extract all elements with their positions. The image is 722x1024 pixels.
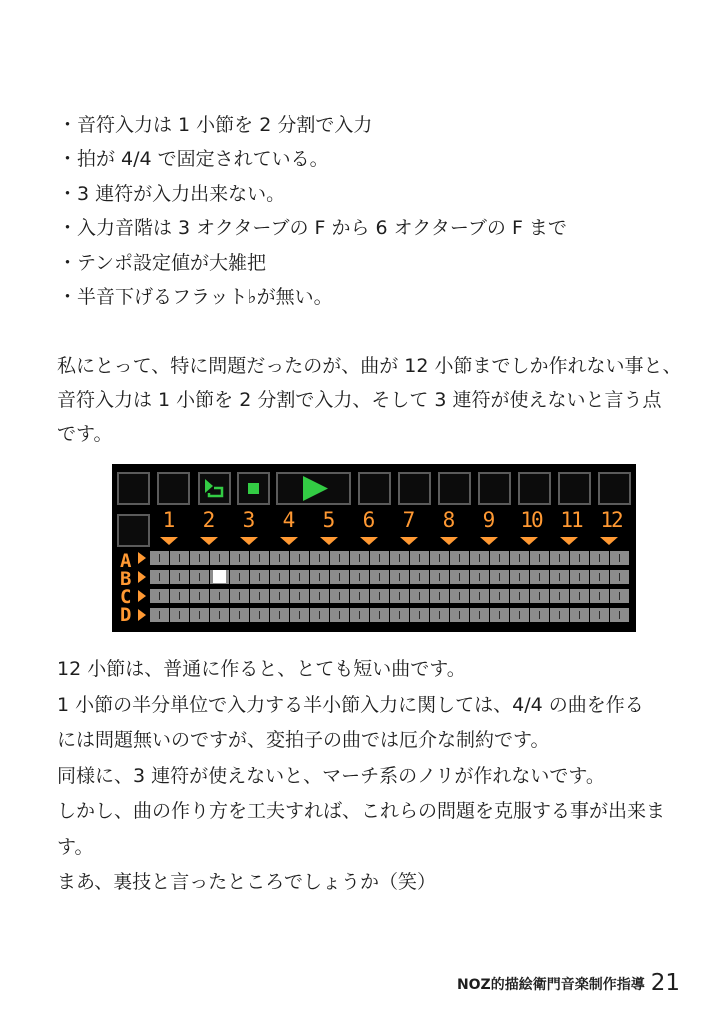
note-cell[interactable] [370, 608, 389, 622]
note-cell[interactable] [530, 608, 549, 622]
note-cell[interactable] [390, 570, 409, 584]
note-cell[interactable] [170, 551, 189, 565]
note-cell[interactable] [310, 551, 329, 565]
note-cell[interactable] [190, 608, 209, 622]
measure-marker-icon [400, 537, 418, 545]
note-row-d [150, 608, 634, 622]
empty-slot-button [157, 472, 190, 505]
measure-number: 5 [322, 508, 336, 532]
note-cell[interactable] [150, 589, 169, 603]
note-cell[interactable] [350, 608, 369, 622]
empty-slot-button [518, 472, 551, 505]
note-cell[interactable] [390, 589, 409, 603]
note-cell[interactable] [170, 570, 189, 584]
note-cell[interactable] [330, 570, 349, 584]
note-cell[interactable] [570, 570, 589, 584]
measure-number: 3 [242, 508, 256, 532]
note-cell[interactable] [270, 608, 289, 622]
measure-marker-icon [520, 537, 538, 545]
measure-marker-icon [280, 537, 298, 545]
paragraph-line: まあ、裏技と言ったところでしょうか（笑） [57, 871, 437, 893]
note-cell[interactable] [590, 608, 609, 622]
note-cell[interactable] [570, 608, 589, 622]
note-cell[interactable] [450, 551, 469, 565]
list-item: ・入力音階は 3 オクターブの F から 6 オクターブの F まで [58, 217, 567, 240]
measure-marker-icon [560, 537, 578, 545]
note-cell[interactable] [210, 551, 229, 565]
stop-button[interactable] [237, 472, 270, 505]
note-cell[interactable] [150, 551, 169, 565]
note-cell[interactable] [530, 570, 549, 584]
measure-number: 12 [600, 508, 622, 532]
paragraph-line: 同様に、3 連符が使えないと、マーチ系のノリが作れないです。 [57, 764, 605, 787]
note-cell[interactable] [510, 589, 529, 603]
note-cell[interactable] [170, 608, 189, 622]
play-button[interactable] [276, 472, 351, 505]
measure-number: 2 [202, 508, 216, 532]
note-cell[interactable] [510, 570, 529, 584]
note-cell[interactable] [270, 570, 289, 584]
note-cell[interactable] [410, 589, 429, 603]
measure-marker-icon [360, 537, 378, 545]
empty-slot-button [478, 472, 511, 505]
note-cell[interactable] [290, 570, 309, 584]
note-cell[interactable] [450, 589, 469, 603]
list-item: ・3 連符が入力出来ない。 [58, 182, 286, 205]
row-label: B [120, 568, 132, 590]
paragraph-line: す。 [57, 835, 94, 858]
note-cell[interactable] [350, 551, 369, 565]
note-cell[interactable] [510, 608, 529, 622]
note-cell[interactable] [490, 608, 509, 622]
measure-number: 6 [362, 508, 376, 532]
page-number: 21 [650, 970, 680, 996]
note-cell[interactable] [470, 570, 489, 584]
note-row-c [150, 589, 634, 603]
list-item: ・音符入力は 1 小節を 2 分割で入力 [58, 114, 373, 136]
note-cell[interactable] [430, 551, 449, 565]
paragraph-line: しかし、曲の作り方を工夫すれば、これらの問題を克服する事が出来ま [57, 800, 666, 822]
note-cell[interactable] [410, 608, 429, 622]
note-cell[interactable] [270, 551, 289, 565]
row-label: D [120, 604, 132, 626]
paragraph-line: 音符入力は 1 小節を 2 分割で入力、そして 3 連符が使えないと言う点 [57, 389, 662, 411]
note-cell[interactable] [550, 589, 569, 603]
note-cell[interactable] [290, 551, 309, 565]
empty-slot-button [398, 472, 431, 505]
note-cell[interactable] [450, 570, 469, 584]
note-cell[interactable] [470, 589, 489, 603]
note-cell[interactable] [490, 570, 509, 584]
paragraph-line: 1 小節の半分単位で入力する半小節入力に関しては、4/4 の曲を作る [57, 693, 644, 716]
note-cell[interactable] [350, 589, 369, 603]
paragraph-line: には問題無いのですが、変拍子の曲では厄介な制約です。 [57, 729, 550, 751]
paragraph-explanation [57, 652, 665, 901]
list-item: ・テンポ設定値が大雑把 [58, 251, 267, 274]
note-cell[interactable] [410, 551, 429, 565]
row-label: A [120, 550, 132, 572]
measure-number: 1 [162, 508, 176, 532]
note-cell[interactable] [210, 589, 229, 603]
note-cell[interactable] [230, 589, 249, 603]
note-cell[interactable] [370, 570, 389, 584]
note-cell[interactable] [330, 551, 349, 565]
note-cell[interactable] [210, 608, 229, 622]
paragraph-line: 12 小節は、普通に作ると、とても短い曲です。 [57, 658, 466, 680]
note-cell[interactable] [490, 589, 509, 603]
note-cell[interactable] [390, 551, 409, 565]
measure-marker-icon [600, 537, 618, 545]
note-row-a [150, 551, 634, 565]
empty-slot-button [358, 472, 391, 505]
note-cell[interactable] [550, 608, 569, 622]
measure-marker-icon [200, 537, 218, 545]
note-cell[interactable] [530, 551, 549, 565]
measure-marker-icon [240, 537, 258, 545]
note-cell[interactable] [510, 551, 529, 565]
empty-slot-button [117, 472, 150, 505]
measure-number: 10 [520, 508, 542, 532]
paragraph-line: 私にとって、特に問題だったのが、曲が 12 小節までしか作れない事と、 [57, 355, 682, 377]
note-cell[interactable] [230, 570, 249, 584]
note-cell[interactable] [590, 551, 609, 565]
measure-number: 7 [402, 508, 416, 532]
note-cell[interactable] [410, 570, 429, 584]
note-cell[interactable] [570, 589, 589, 603]
note-cell[interactable] [230, 551, 249, 565]
note-cell[interactable] [150, 570, 169, 584]
note-cell[interactable] [550, 551, 569, 565]
row-arrow-icon [138, 552, 146, 564]
corner-slot [117, 514, 150, 547]
note-cell[interactable] [470, 551, 489, 565]
note-cell[interactable] [470, 608, 489, 622]
note-cell[interactable] [290, 608, 309, 622]
note-cell[interactable] [190, 570, 209, 584]
note-cell[interactable] [230, 608, 249, 622]
measure-number: 4 [282, 508, 296, 532]
note-cell[interactable] [190, 551, 209, 565]
measure-number: 8 [442, 508, 456, 532]
note-cell[interactable] [310, 570, 329, 584]
note-cell[interactable] [610, 570, 629, 584]
book-title: NOZ的描絵衛門音楽制作指導 [456, 977, 645, 993]
note-cell[interactable] [490, 551, 509, 565]
note-cell[interactable] [370, 589, 389, 603]
row-arrow-icon [138, 609, 146, 621]
note-cell[interactable] [450, 608, 469, 622]
note-cell[interactable] [250, 551, 269, 565]
note-cell[interactable] [430, 570, 449, 584]
loop-button[interactable] [198, 472, 231, 505]
note-cell[interactable] [310, 589, 329, 603]
note-cell[interactable] [190, 589, 209, 603]
empty-slot-button [558, 472, 591, 505]
note-cell[interactable] [570, 551, 589, 565]
list-item: ・半音下げるフラット♭が無い。 [58, 286, 333, 309]
stop-icon [239, 474, 268, 503]
sequencer-screenshot [112, 464, 636, 632]
note-cell[interactable] [430, 608, 449, 622]
row-arrow-icon [138, 590, 146, 602]
empty-slot-button [598, 472, 631, 505]
note-cell[interactable] [350, 570, 369, 584]
note-cell[interactable] [610, 608, 629, 622]
loop-icon [200, 474, 229, 503]
play-icon [278, 474, 349, 503]
row-label: C [120, 586, 132, 608]
note-cell[interactable] [250, 608, 269, 622]
measure-number: 11 [560, 508, 582, 532]
note-mark[interactable] [213, 570, 226, 583]
measure-marker-icon [160, 537, 178, 545]
note-cell[interactable] [250, 589, 269, 603]
note-cell[interactable] [330, 589, 349, 603]
empty-slot-button [438, 472, 471, 505]
note-cell[interactable] [530, 589, 549, 603]
note-cell[interactable] [390, 608, 409, 622]
note-cell[interactable] [290, 589, 309, 603]
measure-marker-icon [320, 537, 338, 545]
row-arrow-icon [138, 571, 146, 583]
page-footer [457, 968, 680, 1000]
note-cell[interactable] [550, 570, 569, 584]
note-cell[interactable] [590, 570, 609, 584]
paragraph-problems [57, 349, 682, 451]
note-cell[interactable] [430, 589, 449, 603]
note-cell[interactable] [590, 589, 609, 603]
note-row-b [150, 570, 634, 584]
note-cell[interactable] [150, 608, 169, 622]
measure-marker-icon [440, 537, 458, 545]
note-cell[interactable] [610, 589, 629, 603]
note-cell[interactable] [170, 589, 189, 603]
measure-number: 9 [482, 508, 496, 532]
limitations-list [58, 108, 567, 314]
note-cell[interactable] [270, 589, 289, 603]
note-cell[interactable] [310, 608, 329, 622]
note-cell[interactable] [250, 570, 269, 584]
measure-marker-icon [480, 537, 498, 545]
paragraph-line: です。 [57, 423, 113, 445]
note-cell[interactable] [370, 551, 389, 565]
note-cell[interactable] [610, 551, 629, 565]
list-item: ・拍が 4/4 で固定されている。 [58, 148, 329, 171]
note-cell[interactable] [330, 608, 349, 622]
